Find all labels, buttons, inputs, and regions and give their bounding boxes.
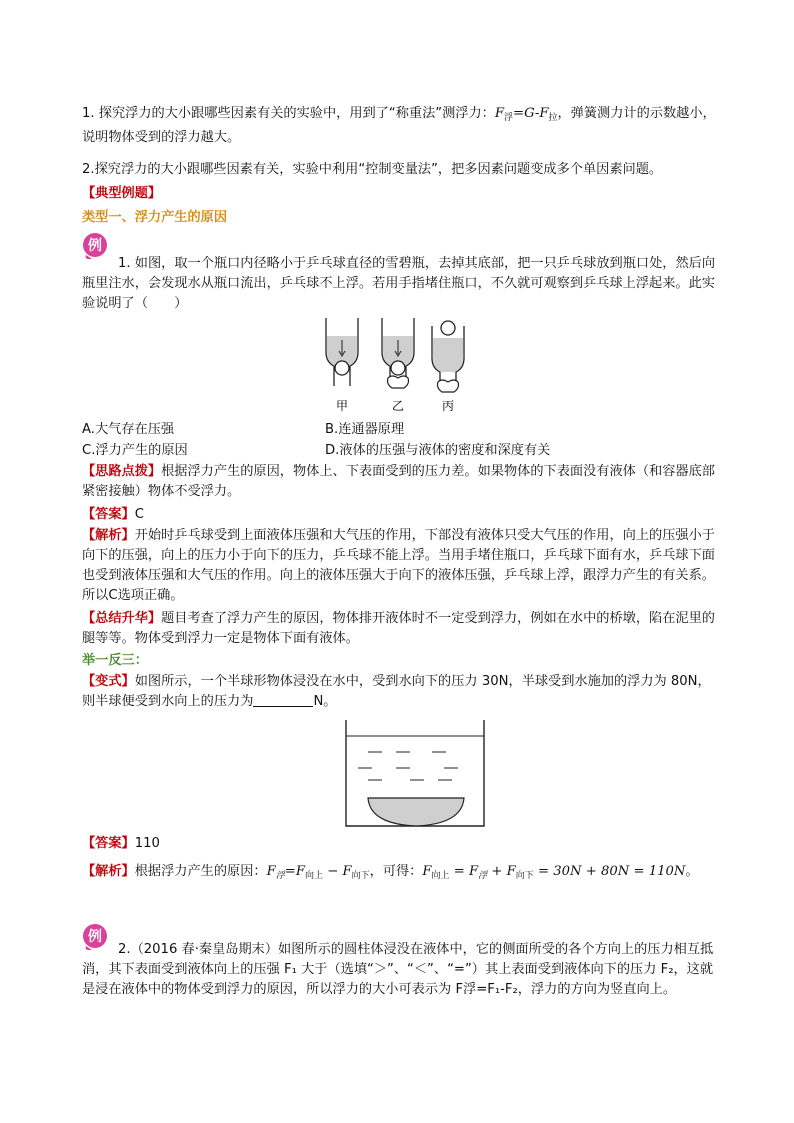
answer-paragraph [82,505,718,525]
label-jia: 甲 [335,399,349,413]
answer-text: C [134,507,144,522]
variant-analysis-text: 根据浮力产生的原因： [134,864,267,879]
formula-2: $F_{向上} = F_浮 + F_{向下} = 30N + 80N = 110N$ [422,864,686,881]
variant-analysis-label: 【解析】 [82,864,135,879]
summary-paragraph [82,609,718,649]
formula-eq: =G-F [513,106,549,121]
bottle-yi [382,318,414,388]
bottle-bing [432,321,464,392]
hint-label: 【思路点拨】 [82,464,162,479]
type1-title: 类型一、浮力产生的原因 [82,210,228,225]
paragraph-2: 2.探究浮力的大小跟哪些因素有关，实验中利用“控制变量法”，把多因素问题变成多个单因素问题。 [82,162,663,177]
variant-paragraph [82,672,718,712]
bottle-jia [326,318,358,386]
juyi-title: 举一反三： [82,653,148,668]
variant-answer [82,834,718,854]
variant-answer-label: 【答案】 [82,836,135,851]
example-1-question: 1. 如图，取一个瓶口内径略小于乒乓球直径的雪碧瓶，去掉其底部，把一只乒乓球放到瓶口处，然后向瓶里注水，会发现水从瓶口流出，乒乓球不上浮。若用手指堵住瓶口，不久就可观察到乒乓球上浮起来。此实验说明了（ ） [82,256,716,311]
label-yi: 乙 [391,399,405,413]
summary-label: 【总结升华】 [82,611,162,626]
answer-blank [253,693,313,707]
paragraph-1 [82,104,718,148]
section-title: 【典型例题】 [82,186,162,201]
hint-paragraph [82,462,718,502]
hint-text: 根据浮力产生的原因，物体上、下表面受到的压力差。如果物体的下表面没有液体（和容器底部紧密接触）物体不受浮力。 [82,464,715,499]
label-bing: 丙 [441,399,455,413]
document-page [82,0,718,1123]
bottle-figure [320,318,480,418]
variant-text: 如图所示，一个半球形物体浸没在水中，受到水向下的压力 30N，半球受到水施加的浮力为 80N，则半球便受到水向上的压力为 [82,674,711,709]
variant-analysis [82,862,718,886]
formula-1: $F_浮=F_{向上} - F_{向下}$ [266,864,370,881]
badge-char-2: 例 [88,929,102,945]
f-symbol: F [494,106,505,121]
analysis-paragraph [82,526,718,606]
beaker-figure [344,718,486,830]
variant-answer-text: 110 [134,836,160,851]
option-a: A.大气存在压强 [82,422,175,437]
summary-text: 题目考查了浮力产生的原因，物体排开液体时不一定受到浮力，例如在水中的桥墩，陷在泥里的腿等等。物体受到浮力一定是物体下面有液体。 [82,611,715,646]
variant-analysis-end: 。 [685,864,699,879]
analysis-label: 【解析】 [82,528,135,543]
answer-label: 【答案】 [82,507,135,522]
p1-text: 1. 探究浮力的大小跟哪些因素有关的实验中，用到了“称重法”测浮力： [82,106,495,121]
analysis-text: 开始时乒乓球受到上面液体压强和大气压的作用，下部没有液体只受大气压的作用，向上的压强小于向下的压强，向上的压力小于向下的压力，乒乓球不能上浮。当用手堵住瓶口，乒乓球下面有水，乒乓球下面也受到液体压强和大气压的作用。向上的液体压强大于向下的液体压强，乒乓球上浮，跟浮力产生的有关系。所以C选项正确。 [82,528,715,603]
p1-text-end: ，弹簧测力计的示数越小，说明物体受到的浮力越大。 [82,106,716,145]
badge-char: 例 [88,238,102,254]
option-b: B.连通器原理 [325,422,405,437]
option-d: D.液体的压强与液体的密度和深度有关 [325,443,551,458]
example-2-question: 2.（2016 春·秦皇岛期末）如图所示的圆柱体浸没在液体中，它的侧面所受的各个方向上的压力相互抵消，其下表面受到液体向上的压强 F₁ 大于（选填“＞”、“＜”、“=”）其上表面受到液体向下的压力 F₂，这就是浸在液体中的物体受到浮力的原因，所以浮力的大小可表示为 F浮=F₁-F₂，浮力的方向为竖直向上。 [82,942,714,997]
variant-analysis-mid: ，可得： [369,864,423,879]
hemisphere-shape [368,798,464,826]
f-sub-2: 拉 [548,113,558,123]
f-sub: 浮 [504,113,514,123]
variant-label: 【变式】 [82,674,135,689]
option-c: C.浮力产生的原因 [82,443,188,458]
variant-text-end: N。 [313,694,337,709]
